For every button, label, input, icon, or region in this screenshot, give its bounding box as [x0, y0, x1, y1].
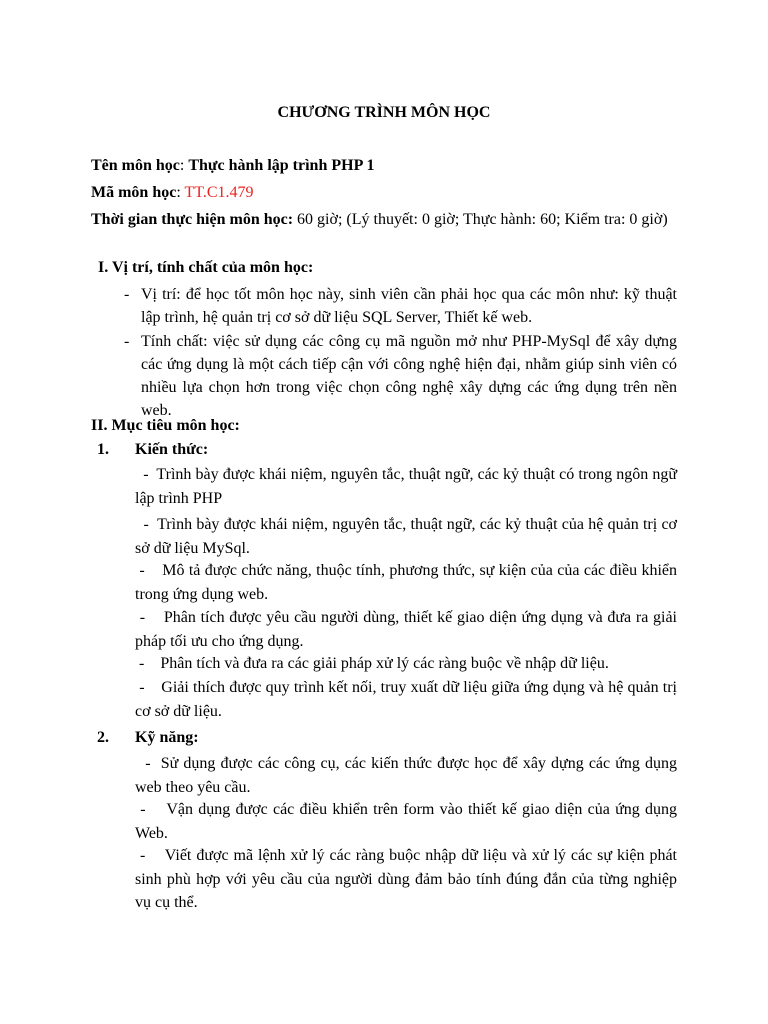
course-name-colon: : — [179, 157, 185, 174]
course-name-label: Tên môn học — [91, 157, 180, 174]
section-1-heading: I. Vị trí, tính chất của môn học: — [98, 259, 314, 276]
bullet-dash: - — [124, 286, 130, 303]
skill-item: - Sử dụng được các công cụ, các kiến thức được học để xây dựng các ứng dụng web theo yêu cầu. — [135, 755, 682, 796]
course-code-label: Mã môn học — [91, 184, 177, 201]
section-2-heading: II. Mục tiêu môn học: — [91, 417, 240, 434]
document-title: CHƯƠNG TRÌNH MÔN HỌC — [277, 104, 491, 121]
skill-item: - Vận dụng được các điều khiển trên form vào thiết kế giao diện của ứng dụng Web. — [135, 801, 681, 842]
bullet-nature: Tính chất: việc sử dụng các công cụ mã nguồn mở như PHP-MySql để xây dựng các ứng dụng là một cách tiếp cận với công nghệ hiện đại, nhằm giúp sinh viên có nhiều lựa chọn hơn trong việc chọn công nghệ xây dựng các ứng dụng trên nền web. — [141, 333, 677, 419]
course-code-colon: : — [176, 184, 181, 201]
knowledge-item: - Trình bày được khái niệm, nguyên tắc, thuật ngữ, các kỷ thuật có trong ngôn ngữ lập trình PHP — [135, 466, 682, 507]
duration-line — [91, 208, 677, 231]
course-code-value: TT.C1.479 — [184, 184, 254, 201]
knowledge-item: - Phân tích và đưa ra các giải pháp xử lý các ràng buộc về nhập dữ liệu. — [135, 655, 609, 672]
subsection-1-number: 1. — [97, 441, 109, 458]
duration-value: 60 giờ; (Lý thuyết: 0 giờ; Thực hành: 60; Kiểm tra: 0 giờ) — [297, 211, 668, 228]
knowledge-item: - Trình bày được khái niệm, nguyên tắc, thuật ngữ, các kỷ thuật của hệ quản trị cơ sở dữ liệu MySql. — [135, 516, 682, 557]
subsection-1-label: Kiến thức: — [135, 441, 209, 458]
duration-label: Thời gian thực hiện môn học: — [91, 211, 294, 228]
subsection-2-label: Kỹ năng: — [135, 729, 199, 746]
course-code-line — [91, 181, 677, 204]
knowledge-item: - Phân tích được yêu cầu người dùng, thiết kế giao diện ứng dụng và đưa ra giải pháp tối ưu cho ứng dụng. — [135, 609, 681, 650]
knowledge-item: - Mô tả được chức năng, thuộc tính, phương thức, sự kiện của của các điều khiển trong ứng dụng web. — [135, 562, 682, 603]
skill-item: - Viết được mã lệnh xử lý các ràng buộc nhập dữ liệu và xử lý các sự kiện phát sinh phù hợp với yêu cầu của người dùng đảm bảo tính đúng đắn của từng nghiệp vụ cụ thể. — [135, 847, 682, 911]
subsection-2-number: 2. — [97, 729, 109, 746]
course-name-line — [91, 154, 677, 177]
bullet-location: Vị trí: để học tốt môn học này, sinh viên cần phải học qua các môn như: kỹ thuật lập trình, hệ quản trị cơ sở dữ liệu SQL Server, Thiết kế web. — [141, 286, 677, 326]
bullet-dash: - — [124, 333, 130, 350]
knowledge-item: - Giải thích được quy trình kết nối, truy xuất dữ liệu giữa ứng dụng và hệ quản trị cơ sở dữ liệu. — [135, 679, 682, 720]
course-name-value: Thực hành lập trình PHP 1 — [188, 157, 375, 174]
